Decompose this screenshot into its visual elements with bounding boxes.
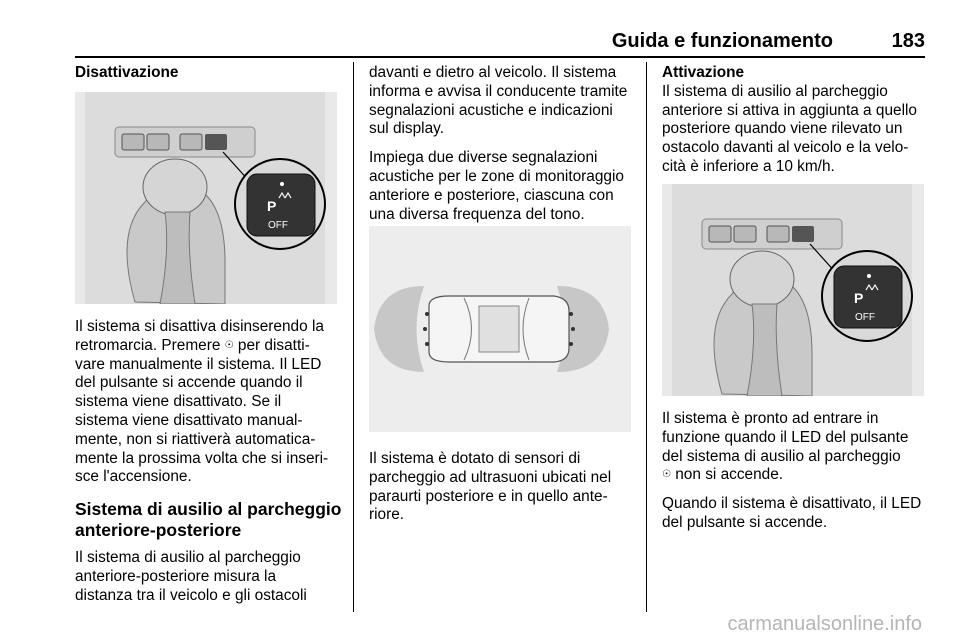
button-off-label: OFF	[268, 220, 288, 231]
column-1-text	[75, 318, 343, 616]
paragraph-continuation: davanti e dietro al veicolo. Il sistema informa e avvisa il conducente tramite segnalazioni acustiche e indicazioni sul display.	[369, 64, 628, 138]
section-heading-park-assist: Sistema di ausilio al parcheggio anteriore-posteriore	[75, 499, 342, 541]
column-divider	[353, 62, 354, 612]
column-divider	[646, 62, 647, 612]
column-3-text-bottom	[662, 410, 930, 543]
heading-disattivazione: Disattivazione	[75, 64, 179, 81]
watermark: carmanualsonline.info	[727, 613, 922, 635]
header-rule	[75, 56, 925, 58]
page-header	[75, 30, 925, 56]
heading-attivazione: Attivazione	[662, 64, 745, 81]
chapter-title: Guida e funzionamento	[611, 30, 833, 52]
column-2	[369, 64, 637, 234]
figure-console-button-2	[662, 184, 924, 396]
figure-car-sensor-zones	[369, 226, 631, 432]
button-off-label: OFF	[855, 312, 875, 323]
park-assist-icon: ☉	[224, 339, 234, 351]
paragraph-sensors: Il sistema è dotato di sensori di parcheggio ad ultrasuoni ubicati nel paraurti posteriore e in quello ante- riore.	[369, 450, 612, 524]
paragraph-deactivation: Il sistema si disattiva disinserendo la retromarcia. Premere ☉ per disatti- vare manualmente il sistema. Il LED del pulsante si accende quando il sistema viene disattivato. Se il sistema viene disattivato manual- mente, non si riattiverà automatica- mente la prossima volta che si inseri- sce l'accensione.	[75, 318, 329, 486]
column-1	[75, 64, 343, 83]
paragraph-led: Quando il sistema è disattivato, il LED del pulsante si accende.	[662, 495, 922, 531]
paragraph-activation: Il sistema di ausilio al parcheggio anteriore si attiva in aggiunta a quello posteriore quando viene rilevato un ostacolo davanti al veicolo e la velo- cità è inferiore a 10 km/h.	[662, 82, 917, 175]
button-p-label: P	[854, 290, 864, 306]
paragraph-ready: Il sistema è pronto ad entrare in funzione quando il LED del pulsante del sistema di ausilio al parcheggio ☉ non si accende.	[662, 410, 909, 484]
paragraph-intro: Il sistema di ausilio al parcheggio anteriore-posteriore misura la distanza tra il veicolo e gli ostacoli	[75, 549, 307, 604]
column-2-text-bottom	[369, 450, 637, 535]
park-assist-icon: ☉	[662, 469, 671, 481]
figure-console-button-1	[75, 92, 337, 304]
column-3	[662, 64, 930, 187]
paragraph-signals: Impiega due diverse segnalazioni acustiche per le zone di monitoraggio anteriore e posteriore, ciascuna con una diversa frequenza del tono.	[369, 149, 624, 223]
page-number: 183	[891, 30, 925, 52]
button-p-label: P	[267, 198, 277, 214]
